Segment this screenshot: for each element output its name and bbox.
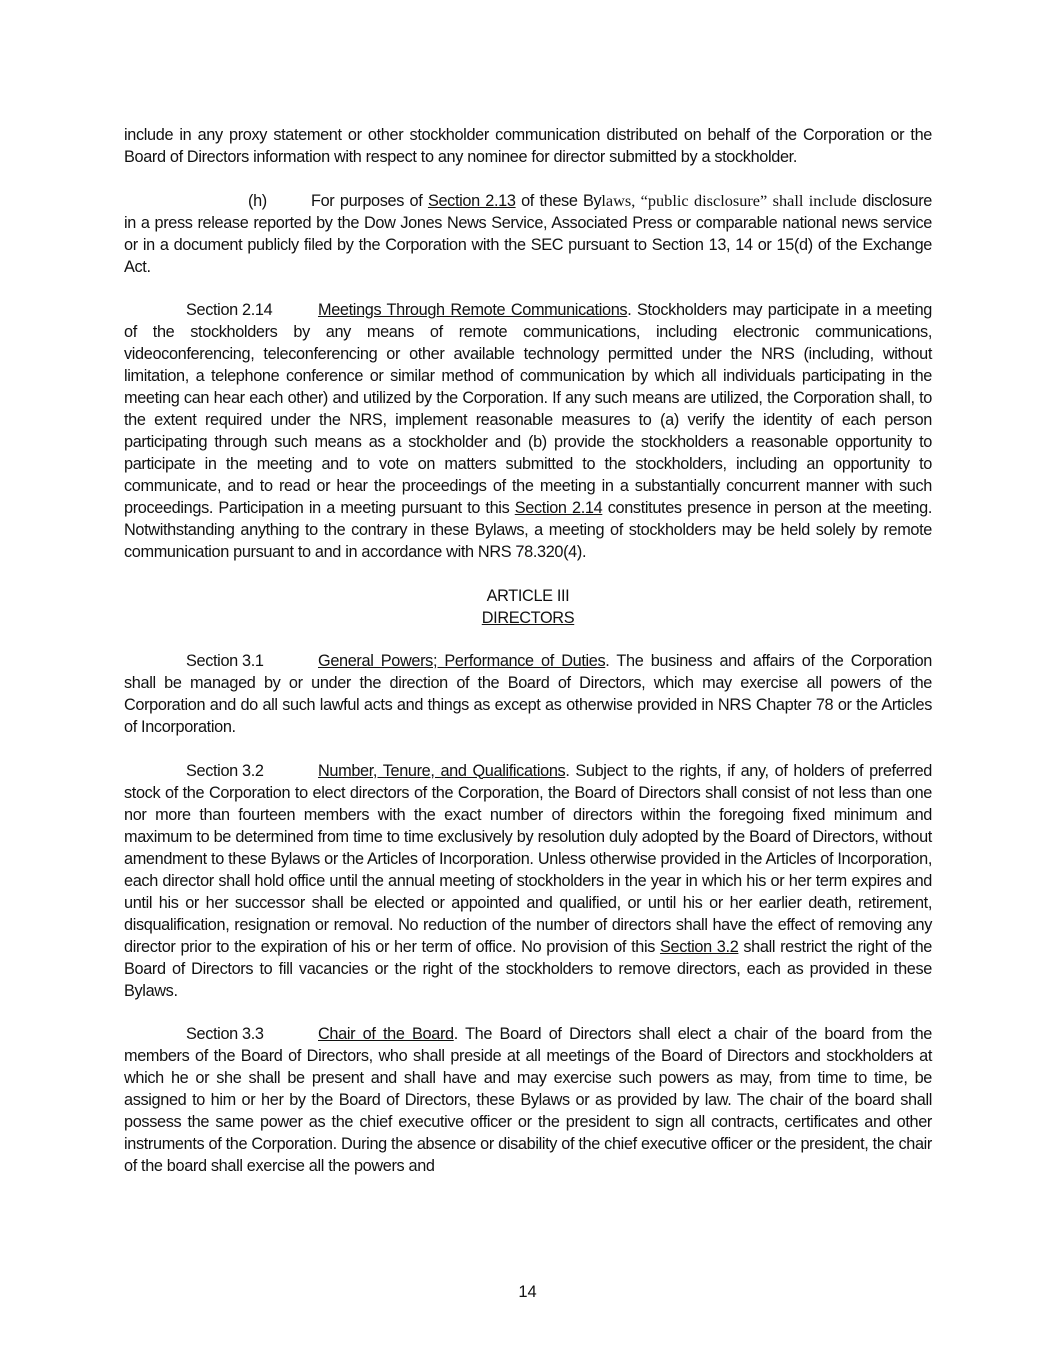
section-3-2: Section 3.2 Number, Tenure, and Qualifications. Subject to the rights, if any, of holders of preferred stock of the Corporation to elect directors of the Corporation, the Board of Directors shall consist of not less than one nor more than fourteen members with the exact number of directors within the foregoing fixed minimum and maximum to be determined from time to time exclusively by resolution duly adopted by the Board of Directors, without amendment to these Bylaws or the Articles of Incorporation. Unless otherwise provided in the Articles of Incorporation, each director shall hold office until the annual meeting of stockholders in the year in which his or her term expires and until his or her successor shall be elected or appointed and qualified, or until his or her earlier death, retirement, disqualification, resignation or removal. No reduction of the number of directors shall have the effect of removing any director prior to the expiration of his or her term of office. No provision of this Section 3.2 shall restrict the right of the Board of Directors to fill vacancies or the right of the stockholders to remove directors, each as provided in these Bylaws. <box>124 761 932 1000</box>
section-title: Meetings Through Remote Communications <box>318 301 628 319</box>
section-2-14: Section 2.14 Meetings Through Remote Communications. Stockholders may participate in a meeting of the stockholders by any means of remote communications, including electronic communications, videoconferencing, teleconferencing or other available technology permitted under the NRS (including, without limitation, a telephone conference or similar method of communication by which all individuals participating in the meeting can hear each other) and utilized by the Corporation. If any such means are utilized, the Corporation shall, to the extent required under the NRS, implement reasonable measures to (a) verify the identity of each person participating through such means as a stockholder and (b) provide the stockholders a reasonable opportunity to participate in the meeting and to vote on matters submitted to the stockholders, including an opportunity to communicate, and to read or hear the proceedings of the meeting in a substantially concurrent manner with such proceedings. Participation in a meeting pursuant to this Section 2.14 constitutes presence in person at the meeting. Notwithstanding anything to the contrary in these Bylaws, a meeting of stockholders may be held solely by remote communication pursuant to and in accordance with NRS 78.320(4). <box>124 301 932 561</box>
section-number: Section 3.2 <box>186 761 264 780</box>
section-title: General Powers; Performance of Duties <box>318 652 606 670</box>
article-title: DIRECTORS <box>481 608 575 627</box>
section-2-13-link[interactable]: Section 2.13 <box>427 191 516 210</box>
section-title: Number, Tenure, and Qualifications <box>318 761 566 780</box>
section-2-14-link[interactable]: Section 2.14 <box>514 499 603 517</box>
section-number: Section 3.1 <box>186 652 264 670</box>
page-number: 14 <box>518 1283 537 1301</box>
paragraph-continuation: include in any proxy statement or other stockholder communication distributed on behalf of the Corporation or the Board of Directors information with respect to any nominee for director submitted by a stockholder. <box>124 126 932 166</box>
article-number: ARTICLE III <box>486 586 570 605</box>
clause-label: (h) <box>248 191 267 210</box>
section-3-1: Section 3.1 General Powers; Performance of Duties. The business and affairs of the Corporation shall be managed by or under the direction of the Board of Directors, which may exercise all powers of the Corporation and do all such lawful acts and things as except as otherwise provided in NRS Chapter 78 or the Articles of Incorporation. <box>124 652 932 736</box>
section-3-3: Section 3.3 Chair of the Board. The Board of Directors shall elect a chair of the board from the members of the Board of Directors, who shall preside at all meetings of the Board of Directors and stockholders at which he or she shall be present and shall have and may exercise such powers as may, from time to time, be assigned to him or her by the Board of Directors, these Bylaws or as provided by law. The chair of the board shall possess the same power as the chief executive officer or the president to sign all contracts, certificates and other instruments of the Corporation. During the absence or disability of the chief executive officer or the president, the chair of the board shall exercise all the powers and <box>124 1025 932 1175</box>
paragraph-h: (h) For purposes of Section 2.13 of these Bylaws, “public disclosure” shall include disclosure in a press release reported by the Dow Jones News Service, Associated Press or comparable national news service or in a document publicly filed by the Corporation with the SEC pursuant to Section 13, 14 or 15(d) of the Exchange Act. <box>124 190 933 276</box>
section-title: Chair of the Board <box>318 1025 454 1043</box>
document-page <box>124 124 932 1199</box>
section-number: Section 3.3 <box>186 1025 264 1043</box>
section-3-2-link[interactable]: Section 3.2 <box>659 937 739 956</box>
section-number: Section 2.14 <box>186 301 273 319</box>
